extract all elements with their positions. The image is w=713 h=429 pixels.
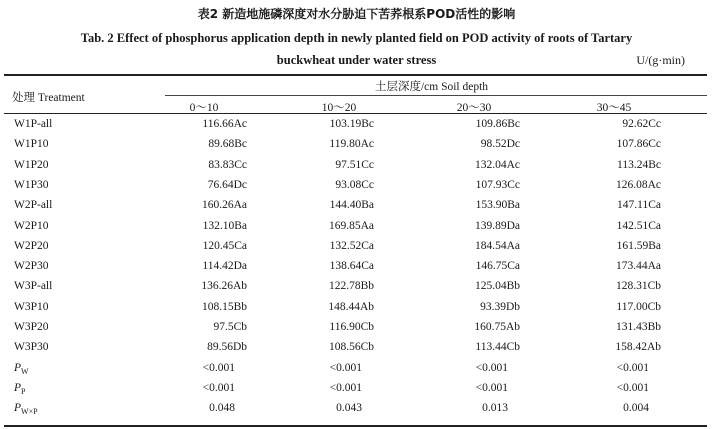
table-cell: 184.54Aa	[474, 239, 520, 252]
unit-label: U/(g·min)	[636, 53, 685, 67]
stat-cell: <0.001	[475, 361, 508, 374]
depth-header-2: 20～30	[456, 102, 492, 114]
table-cell: 113.44Cb	[475, 341, 520, 354]
table-cell: 160.26Aa	[201, 199, 247, 212]
table-cell: 107.86Cc	[616, 138, 661, 151]
table-cell: 117.00Cb	[616, 300, 661, 313]
table-cell: 107.93Cc	[475, 178, 520, 191]
table-cell: 119.80Ac	[329, 138, 374, 151]
table-title-english-line1: Tab. 2 Effect of phosphorus application depth in newly planted field on POD activity of roots of Tartary	[80, 31, 633, 45]
table-cell: 173.44Aa	[615, 260, 661, 273]
table-cell: 131.43Bb	[615, 321, 661, 333]
table-title-chinese: 表2 新造地施磷深度对水分胁迫下苦荞根系POD活性的影响	[197, 7, 516, 21]
depth-header-1: 10～20	[321, 102, 357, 114]
table-cell: 89.56Db	[207, 341, 247, 354]
table-cell: 93.39Db	[480, 300, 520, 313]
table-cell: 103.19Bc	[329, 118, 374, 130]
table-cell: 132.10Ba	[202, 219, 247, 232]
depth-header-0: 0～10	[189, 102, 219, 114]
stat-cell: <0.001	[329, 361, 362, 374]
table-cell: 83.83Cc	[208, 158, 247, 171]
stat-label	[14, 362, 29, 376]
row-label: W3P30	[14, 341, 49, 354]
stat-cell: <0.001	[202, 361, 235, 374]
table-cell: 126.08Ac	[615, 178, 661, 191]
stat-cell: 0.043	[336, 402, 362, 415]
stat-label	[14, 402, 38, 416]
table-cell: 148.44Ab	[328, 300, 374, 313]
table-title-english-line2: buckwheat under water stress	[276, 53, 437, 67]
treatment-header: 处理 Treatment	[12, 92, 85, 104]
table-cell: 144.40Ba	[329, 199, 374, 212]
depth-header-3: 30～45	[596, 102, 632, 114]
table-cell: 132.04Ac	[474, 158, 520, 171]
row-label: W2P30	[14, 260, 49, 273]
stat-cell: <0.001	[616, 381, 649, 394]
stat-cell: 0.048	[209, 402, 235, 415]
table-cell: 142.51Ca	[616, 219, 661, 232]
table-cell: 108.15Bb	[201, 300, 247, 313]
stat-symbol: P	[14, 381, 22, 394]
table-cell: 109.86Bc	[475, 118, 520, 130]
table-cell: 89.68Bc	[208, 138, 247, 151]
stat-cell: <0.001	[329, 381, 362, 394]
stat-symbol: P	[14, 402, 22, 415]
table-cell: 132.52Ca	[329, 239, 374, 252]
row-label: W1P10	[14, 138, 49, 151]
row-label: W3P10	[14, 300, 49, 313]
table-cell: 97.5Cb	[213, 321, 247, 333]
table-cell: 138.64Ca	[329, 260, 374, 273]
table-cell: 108.56Cb	[328, 341, 374, 354]
row-label: W1P20	[14, 158, 49, 171]
table-cell: 76.64Dc	[207, 178, 247, 191]
table-cell: 92.62Cc	[622, 118, 661, 130]
table-cell: 114.42Da	[202, 260, 247, 273]
table-cell: 116.66Ac	[202, 118, 247, 130]
soil-depth-header: 土层深度/cm Soil depth	[374, 81, 489, 93]
table-bottom-rule	[4, 425, 707, 427]
stat-symbol: P	[14, 361, 22, 374]
stat-cell: 0.013	[482, 402, 508, 415]
table-cell: 116.90Cb	[329, 321, 374, 333]
stat-label	[14, 382, 25, 396]
row-label: W2P20	[14, 239, 49, 252]
table-top-rule	[4, 74, 707, 76]
table-cell: 93.08Cc	[335, 178, 374, 191]
table-cell: 146.75Ca	[475, 260, 520, 273]
row-label: W2P-all	[14, 199, 53, 212]
stat-subscript: W	[21, 366, 29, 376]
table-cell: 98.52Dc	[480, 138, 520, 151]
table-cell: 122.78Bb	[328, 280, 374, 293]
table-cell: 125.04Bb	[474, 280, 520, 293]
stat-cell: <0.001	[202, 381, 235, 394]
table-cell: 113.24Bc	[617, 158, 661, 171]
row-label: W3P20	[14, 321, 49, 333]
row-label: W1P30	[14, 178, 49, 191]
table-cell: 169.85Aa	[328, 219, 374, 232]
table-cell: 153.90Ba	[475, 199, 520, 212]
stat-cell: 0.004	[623, 402, 649, 415]
row-label: W2P10	[14, 219, 49, 232]
row-label: W3P-all	[14, 280, 53, 293]
row-label: W1P-all	[14, 118, 53, 130]
table-cell: 136.26Ab	[201, 280, 247, 293]
table-cell: 158.42Ab	[615, 341, 661, 354]
table-cell: 120.45Ca	[202, 239, 247, 252]
table-cell: 97.51Cc	[335, 158, 374, 171]
stat-subscript: P	[21, 386, 26, 396]
stat-cell: <0.001	[616, 361, 649, 374]
depth-header-rule	[165, 95, 707, 96]
stat-subscript: W×P	[21, 407, 38, 417]
table-cell: 161.59Ba	[616, 239, 661, 252]
table-cell: 160.75Ab	[474, 321, 520, 333]
stat-cell: <0.001	[475, 381, 508, 394]
table-cell: 147.11Ca	[617, 199, 661, 212]
table-cell: 128.31Cb	[615, 280, 661, 293]
table-cell: 139.89Da	[474, 219, 520, 232]
